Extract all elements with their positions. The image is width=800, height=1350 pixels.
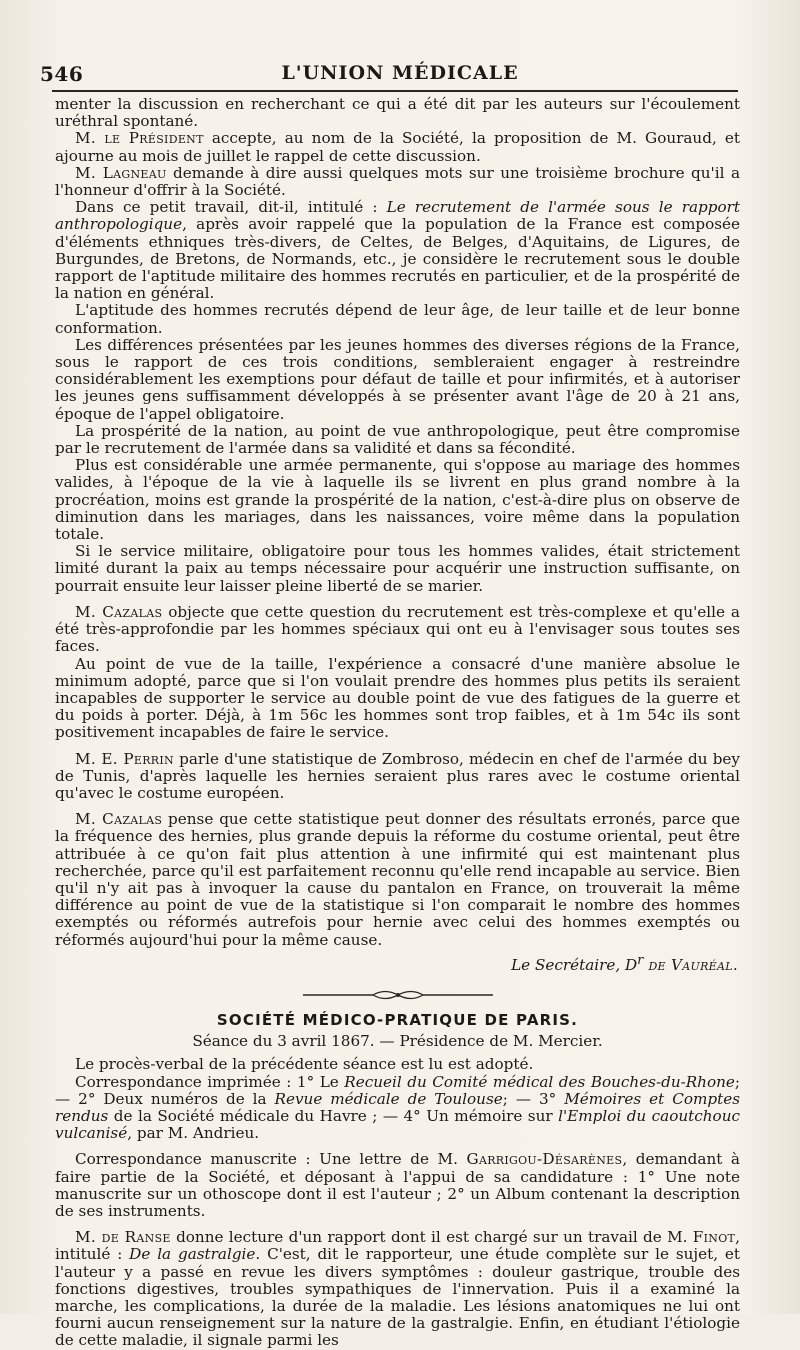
paragraph-armee: Plus est considérable une armée permanente, qui s'oppose au mariage des hommes valides, à l'époque de la vie à laquelle ils se livrent en plus grand nombre à la procréation, moins est grande la prospérité de la nation, c'est-à-dire plus on observe de diminution dans les mariages, dans les naissances, voire même dans la population totale. (55, 456, 740, 544)
ornamental-divider (55, 988, 740, 1002)
speaker-name: M. de Ranse (75, 1228, 171, 1247)
paragraph-de-ranse: M. de Ranse donne lecture d'un rapport dont il est chargé sur un travail de M. Finot, intitulé : De la gastralgie. C'est, dit le rapporteur, une étude complète sur le sujet, et l'auteur y a passé en revue les divers symptômes : douleur gastrique, trouble des fonctions digestives, troubles sympathiques de l'innervation. Puis il a examiné la marche, les complications, la durée de la maladie. Les lésions anatomiques ne lui ont fourni aucun renseignement sur la nature de la gastralgie. Enfin, en étudiant l'étiologie de cette maladie, il signale parmi les (55, 1228, 740, 1350)
article-body (55, 96, 740, 1350)
paragraph-differences: Les différences présentées par les jeunes hommes des diverses régions de la France, sous le rapport de ces trois conditions, sembleraient engager à restreindre considérablement les exemptions pour défaut de taille et pour infirmités, et à autoriser les jeunes gens suffisamment développés à se présenter avant l'âge de 20 à 21 ans, époque de l'appel obligatoire. (55, 335, 740, 423)
paragraph-prosperite: La prospérité de la nation, au point de vue anthropologique, peut être compromise par le recrutement de l'armée dans sa validité et dans sa fécondité. (55, 421, 740, 458)
paragraph-service: Si le service militaire, obligatoire pour tous les hommes valides, était strictement limité durant la paix au temps nécessaire pour acquérir une instruction suffisante, on pourrait ensuite leur laisser pleine liberté de se marier. (55, 542, 740, 595)
paragraph-correspondance-manuscrite: Correspondance manuscrite : Une lettre de M. Garrigou-Désarènes, demandant à faire partie de la Société, et déposant à l'appui de sa candidature : 1° Une note manuscrite sur un othoscope dont il est l'auteur ; 2° un Album contenant la description de ses instruments. (55, 1150, 740, 1221)
speaker-name: M. E. Perrin (75, 749, 174, 768)
secretary-signature: Le Secrétaire, $D^r$ de Vauréal. (511, 951, 738, 974)
header-rule (52, 90, 738, 92)
journal-title: L'UNION MÉDICALE (281, 62, 519, 84)
running-header (40, 52, 760, 86)
paragraph-proces-verbal: Le procès-verbal de la précédente séance est lu est adopté. (75, 1055, 534, 1074)
paragraph-aptitude: L'aptitude des hommes recrutés dépend de leur âge, de leur taille et de leur bonne conformation. (55, 301, 740, 337)
paragraph-correspondance-imprimee: Correspondance imprimée : 1° Le Recueil du Comité médical des Bouches-du-Rhone; — 2° Deux numéros de la Revue médicale de Toulouse; — 3° Mémoires et Comptes rendus de la Société médicale du Havre ; — 4° Un mémoire sur l'Emploi du caoutchouc vulcanisé, par M. Andrieu. (55, 1072, 740, 1143)
paragraph-perrin: M. E. Perrin parle d'une statistique de Zombroso, médecin en chef de l'armée du bey de Tunis, d'après laquelle les hernies seraient plus rares avec le costume oriental qu'avec le costume européen. (55, 749, 740, 802)
ornament-icon (303, 988, 493, 1002)
speaker-name: M. Cazalas (75, 810, 163, 829)
work-title: Le recrutement de l'armée sous le rapport anthropologique (55, 198, 740, 234)
page-number: 546 (40, 62, 84, 86)
paragraph-president: M. le Président accepte, au nom de la Société, la proposition de M. Gouraud, et ajourne au mois de juillet le rappel de cette discussion. (55, 129, 740, 165)
paragraph-taille: Au point de vue de la taille, l'expérience a consacré d'une manière absolue le minimum adopté, parce que si l'on voulait prendre des hommes plus petits ils seraient incapables de supporter le service au double point de vue des fatigues de la guerre et du poids à porter. Déjà, à 1m 56c les hommes sont trop faibles, et à 1m 54c ils sont positivement incapables de faire le service. (55, 654, 740, 742)
section-heading: SOCIÉTÉ MÉDICO-PRATIQUE DE PARIS. (216, 1011, 579, 1030)
session-line: Séance du 3 avril 1867. — Présidence de M. Mercier. (192, 1032, 603, 1051)
paragraph-cazalas-1: M. Cazalas objecte que cette question du recrutement est très-complexe et qu'elle a été très-approfondie par les hommes spéciaux qui ont eu à l'envisager sous toutes ses faces. (55, 602, 740, 656)
paragraph-continuation: menter la discussion en recherchant ce qui a été dit par les auteurs sur l'écoulement uréthral spontané. (55, 95, 740, 131)
speaker-name: M. Lagneau (75, 163, 167, 182)
paragraph-cazalas-2: M. Cazalas pense que cette statistique peut donner des résultats erronés, parce que la fréquence des hernies, plus grande depuis la réforme du costume oriental, peut être attribuée à ce qu'on fait plus attention à une infirmité qui est maintenant plus recherchée, parce qu'il est parfaitement reconnu qu'elle rend incapable au service. Bien qu'il n'y ait pas à invoquer la cause du pantalon en France, on trouverait la même différence au point de vue de la statistique si l'on comparait le nombre des hommes exemptés ou réformés autrefois pour hernie avec celui des hommes exemptés ou réformés aujourd'hui pour la même cause. (55, 810, 740, 949)
speaker-name: M. le Président (75, 129, 204, 148)
paragraph-lagneau: M. Lagneau demande à dire aussi quelques mots sur une troisième brochure qu'il a l'honneur d'offrir à la Société. (55, 163, 740, 200)
paragraph-recrutement: Dans ce petit travail, dit-il, intitulé : Le recrutement de l'armée sous le rapport anthropologique, après avoir rappelé que la population de la France est composée d'éléments ethniques très-divers, de Celtes, de Belges, d'Aquitains, de Ligures, de Burgundes, de Bretons, de Normands, etc., je considère le recrutement sous le double rapport de l'aptitude militaire des hommes recrutés en particulier, et de la prospérité de la nation en général. (55, 198, 740, 303)
speaker-name: M. Cazalas (75, 602, 163, 621)
